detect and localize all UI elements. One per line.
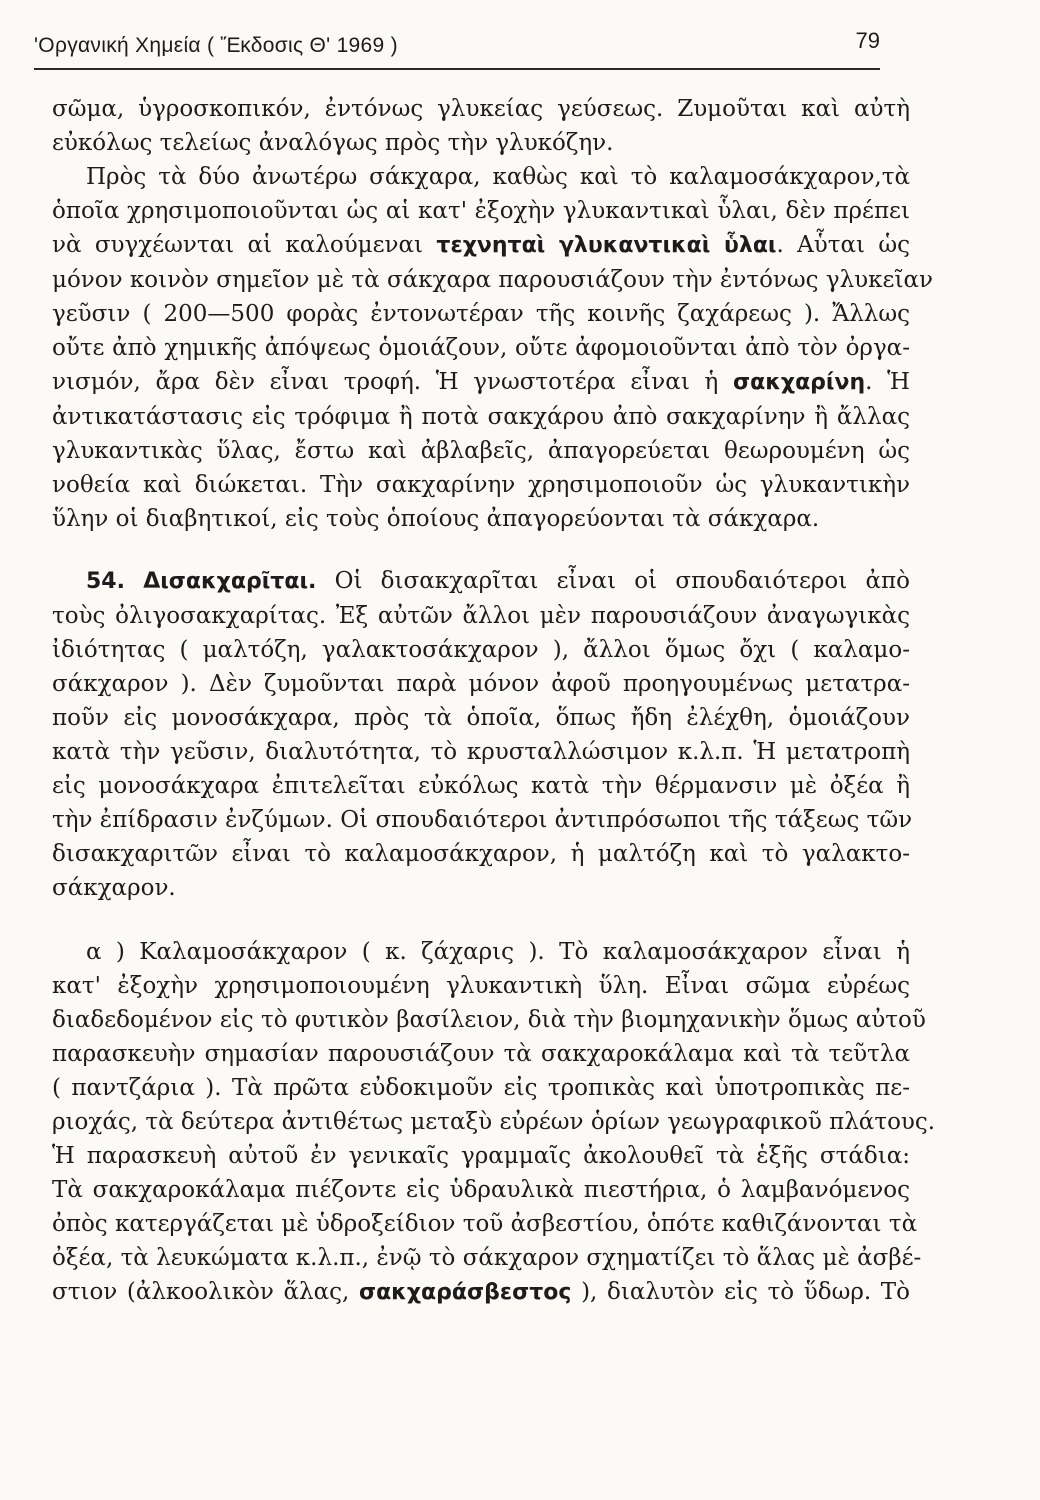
text-line: εἰς μονοσάκχαρα ἐπιτελεῖται εὐκόλως κατὰ τὴν θέρμανσιν μὲ ὀξέα ἢ: [52, 773, 910, 799]
text-line: ὕλην οἱ διαβητικοί, εἰς τοὺς ὁποίους ἀπαγορεύονται τὰ σάκχαρα.: [52, 506, 820, 532]
term-sugar-lime: σακχαράσβεστος: [358, 1280, 572, 1305]
text-line: Τὰ σακχαροκάλαμα πιέζοντε εἰς ὑδραυλικὰ πιεστήρια, ὁ λαμβανόμενος: [52, 1177, 910, 1203]
term-artificial-sweeteners: τεχνηταὶ γλυκαντικαὶ ὗλαι: [436, 233, 777, 258]
text-line: γλυκαντικὰς ὕλας, ἔστω καὶ ἀβλαβεῖς, ἀπαγορεύεται θεωρουμένη ὡς: [52, 438, 910, 464]
text-line: εὐκόλως τελείως ἀναλόγως πρὸς τὴν γλυκόζην.: [52, 130, 614, 156]
text-line: οὔτε ἀπὸ χημικῆς ἀπόψεως ὁμοιάζουν, οὔτε ἀφομοιοῦνται ἀπὸ τὸν ὀργα-: [52, 335, 910, 361]
text-line: διαδεδομένον εἰς τὸ φυτικὸν βασίλειον, διὰ τὴν βιομηχανικὴν ὅμως αὐτοῦ: [52, 1007, 926, 1033]
text-line: νοθεία καὶ διώκεται. Τὴν σακχαρίνην χρησιμοποιοῦν ὡς γλυκαντικὴν: [52, 472, 910, 498]
text-line: Ἡ παρασκευὴ αὐτοῦ ἐν γενικαῖς γραμμαῖς ἀκολουθεῖ τὰ ἑξῆς στάδια:: [52, 1143, 910, 1169]
section-number: 54.: [86, 569, 125, 594]
text-line: τὴν ἐπίδρασιν ἐνζύμων. Οἱ σπουδαιότεροι ἀντιπρόσωποι τῆς τάξεως τῶν: [52, 807, 913, 833]
text-line: ἰδιότητας ( μαλτόζη, γαλακτοσάκχαρον ), ἄλλοι ὅμως ὄχι ( καλαμο-: [52, 637, 910, 663]
running-title: 'Οργανική Χημεία ( Ἔκδοσις Θ' 1969 ): [34, 34, 398, 57]
text-run: . Αὗται ὡς: [776, 232, 910, 258]
subsection-heading-line: α ) Καλαμοσάκχαρον ( κ. ζάχαρις ). Τὸ καλαμοσάκχαρον εἶναι ἡ: [86, 939, 910, 965]
text-line: σῶμα, ὑγροσκοπικόν, ἐντόνως γλυκείας γεύσεως. Ζυμοῦται καὶ αὐτὴ: [52, 96, 910, 122]
page-header: [34, 28, 880, 70]
text-run: στιον (ἀλκοολικὸν ἅλας,: [52, 1279, 359, 1305]
section-54: [52, 564, 913, 905]
section-spacer: [52, 536, 910, 564]
paragraph-2: [52, 160, 933, 536]
text-line: ἀντικατάστασις εἰς τρόφιμα ἢ ποτὰ σακχάρου ἀπὸ σακχαρίνην ἢ ἄλλας: [52, 404, 910, 430]
text-run: ), διαλυτὸν εἰς τὸ ὕδωρ. Τὸ: [571, 1279, 910, 1305]
text-line: σάκχαρον.: [52, 875, 176, 901]
text-run: . Ἡ: [865, 369, 910, 395]
text-line: ὁποῖα χρησιμοποιοῦνται ὡς αἱ κατ' ἐξοχὴν γλυκαντικαὶ ὗλαι, δὲν πρέπει: [52, 198, 910, 224]
text-line: ὀπὸς κατεργάζεται μὲ ὑδροξείδιον τοῦ ἀσβεστίου, ὁπότε καθιζάνονται τὰ: [52, 1211, 918, 1237]
text-line: [52, 365, 910, 400]
text-run: νισμόν, ἄρα δὲν εἶναι τροφή. Ἡ γνωστοτέρα εἶναι ἡ: [52, 369, 733, 395]
text-line: γεῦσιν ( 200—500 φορὰς ἐντονωτέραν τῆς κοινῆς ζαχάρεως ). Ἄλλως: [52, 301, 910, 327]
text-run: νὰ συγχέωνται αἱ καλούμεναι: [52, 232, 437, 258]
text-line: [52, 1275, 910, 1310]
text-line: σάκχαρον ). Δὲν ζυμοῦνται παρὰ μόνον ἀφοῦ προηγουμένως μετατρα-: [52, 671, 910, 697]
section-title: Δισακχαρῖται.: [143, 569, 317, 594]
text-line: Πρὸς τὰ δύο ἀνωτέρω σάκχαρα, καθὼς καὶ τὸ καλαμοσάκχαρον,τὰ: [86, 164, 910, 190]
subsection-a: [52, 935, 936, 1310]
text-line: ποῦν εἰς μονοσάκχαρα, πρὸς τὰ ὁποῖα, ὅπως ἤδη ἐλέχθη, ὁμοιάζουν: [52, 705, 910, 731]
text-line: μόνον κοινὸν σημεῖον μὲ τὰ σάκχαρα παρουσιάζουν τὴν ἐντόνως γλυκεῖαν: [52, 267, 933, 293]
text-line: τοὺς ὀλιγοσακχαρίτας. Ἐξ αὐτῶν ἄλλοι μὲν παρουσιάζουν ἀναγωγικὰς: [52, 603, 910, 629]
term-saccharin: σακχαρίνη: [733, 370, 866, 395]
page-number: 79: [855, 28, 880, 53]
text-line: δισακχαριτῶν εἶναι τὸ καλαμοσάκχαρον, ἡ μαλτόζη καὶ τὸ γαλακτο-: [52, 841, 910, 867]
text-line: κατὰ τὴν γεῦσιν, διαλυτότητα, τὸ κρυσταλλώσιμον κ.λ.π. Ἡ μετατροπὴ: [52, 739, 910, 765]
text-line: ὀξέα, τὰ λευκώματα κ.λ.π., ἐνῷ τὸ σάκχαρον σχηματίζει τὸ ἅλας μὲ ἀσβέ-: [52, 1245, 922, 1271]
section-heading-line: [52, 564, 910, 599]
section-spacer: [52, 905, 910, 935]
text-line: ριοχάς, τὰ δεύτερα ἀντιθέτως μεταξὺ εὐρέων ὁρίων γεωγραφικοῦ πλάτους.: [52, 1109, 936, 1135]
paragraph-1: [52, 92, 910, 160]
text-line: κατ' ἐξοχὴν χρησιμοποιουμένη γλυκαντικὴ ὕλη. Εἶναι σῶμα εὐρέως: [52, 973, 910, 999]
text-run: Οἱ δισακχαρῖται εἶναι οἱ σπουδαιότεροι ἀπὸ: [316, 568, 910, 594]
page-body: [52, 92, 936, 1310]
text-line: ( παντζάρια ). Τὰ πρῶτα εὐδοκιμοῦν εἰς τροπικὰς καὶ ὑποτροπικὰς πε-: [52, 1075, 910, 1101]
text-line: [52, 228, 910, 263]
text-line: παρασκευὴν σημασίαν παρουσιάζουν τὰ σακχαροκάλαμα καὶ τὰ τεῦτλα: [52, 1041, 910, 1067]
